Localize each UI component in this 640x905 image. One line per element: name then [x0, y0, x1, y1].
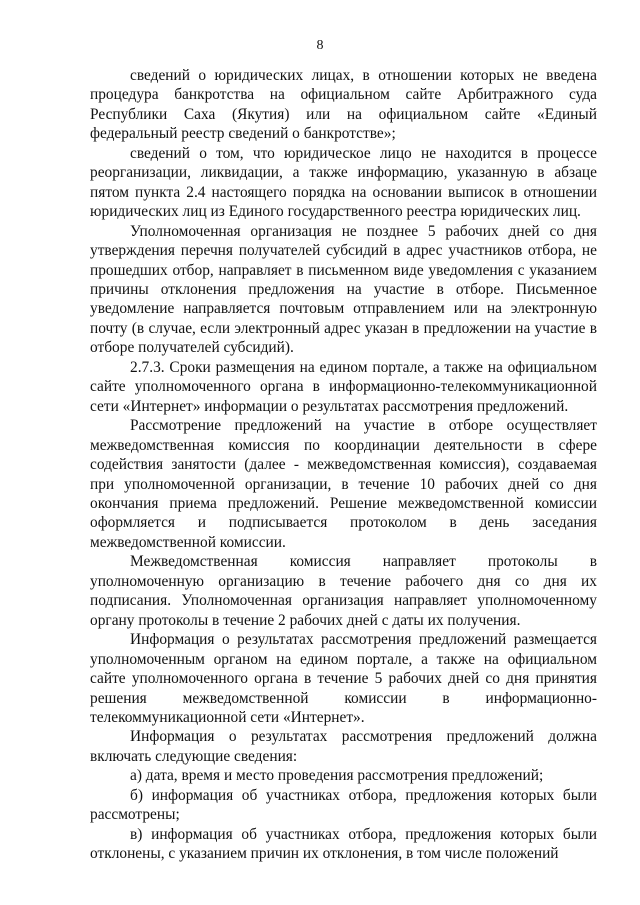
- paragraph: 2.7.3. Сроки размещения на едином портале, а также на официальном сайте уполномоченного органа в информационно-телекоммуникационной сети «Интернет» информации о результатах рассмотрения предложений.: [90, 358, 597, 415]
- document-body: [90, 66, 597, 864]
- paragraph: а) дата, время и место проведения рассмотрения предложений;: [130, 767, 544, 785]
- paragraph: сведений о том, что юридическое лицо не находится в процессе реорганизации, ликвидации, а также информацию, указанную в абзаце пятом пункта 2.4 настоящего порядка на основании выписок в отношении юридических лиц из Единого государственного реестра юридических лиц.: [90, 144, 597, 221]
- paragraph: сведений о юридических лицах, в отношении которых не введена процедура банкротства на официальном сайте Арбитражного суда Республики Саха (Якутия) или на официальном сайте «Единый федеральный реестр сведений о банкротстве»;: [90, 67, 597, 143]
- paragraph: Межведомственная комиссия направляет протоколы в уполномоченную организацию в течение рабочего дня со дня их подписания. Уполномоченная организация направляет уполномоченному органу протоколы в течение 2 рабочих дней с даты их получения.: [90, 553, 597, 629]
- paragraph: в) информация об участниках отбора, предложения которых были отклонены, с указанием причин их отклонения, в том числе положений: [90, 825, 597, 863]
- paragraph: Информация о результатах рассмотрения предложений должна включать следующие сведения:: [90, 728, 597, 765]
- paragraph: Рассмотрение предложений на участие в отборе осуществляет межведомственная комиссия по координации деятельности в сфере содействия занятости (далее - межведомственная комиссия), создаваемая при уполномоченной организации, в течение 10 рабочих дней со дня окончания приема предложений. Решение межведомственной комиссии оформляется и подписывается протоколом в день заседания межведомственной комиссии.: [90, 417, 597, 551]
- paragraph: Информация о результатах рассмотрения предложений размещается уполномоченным органом на едином портале, а также на официальном сайте уполномоченного органа в течение 5 рабочих дней со дня принятия решения межведомственной комиссии в информационно-телекоммуникационной сети «Интернет».: [90, 631, 597, 726]
- page-number: 8: [316, 38, 324, 53]
- paragraph: Уполномоченная организация не позднее 5 рабочих дней со дня утверждения перечня получателей субсидий в адрес участников отбора, не прошедших отбор, направляет в письменном виде уведомления с указанием причины отклонения предложения на участие в отборе. Письменное уведомление направляется почтовым отправлением или на электронную почту (в случае, если электронный адрес указан в предложении на участие в отборе получателей субсидий).: [90, 222, 597, 357]
- paragraph: б) информация об участниках отбора, предложения которых были рассмотрены;: [90, 786, 597, 824]
